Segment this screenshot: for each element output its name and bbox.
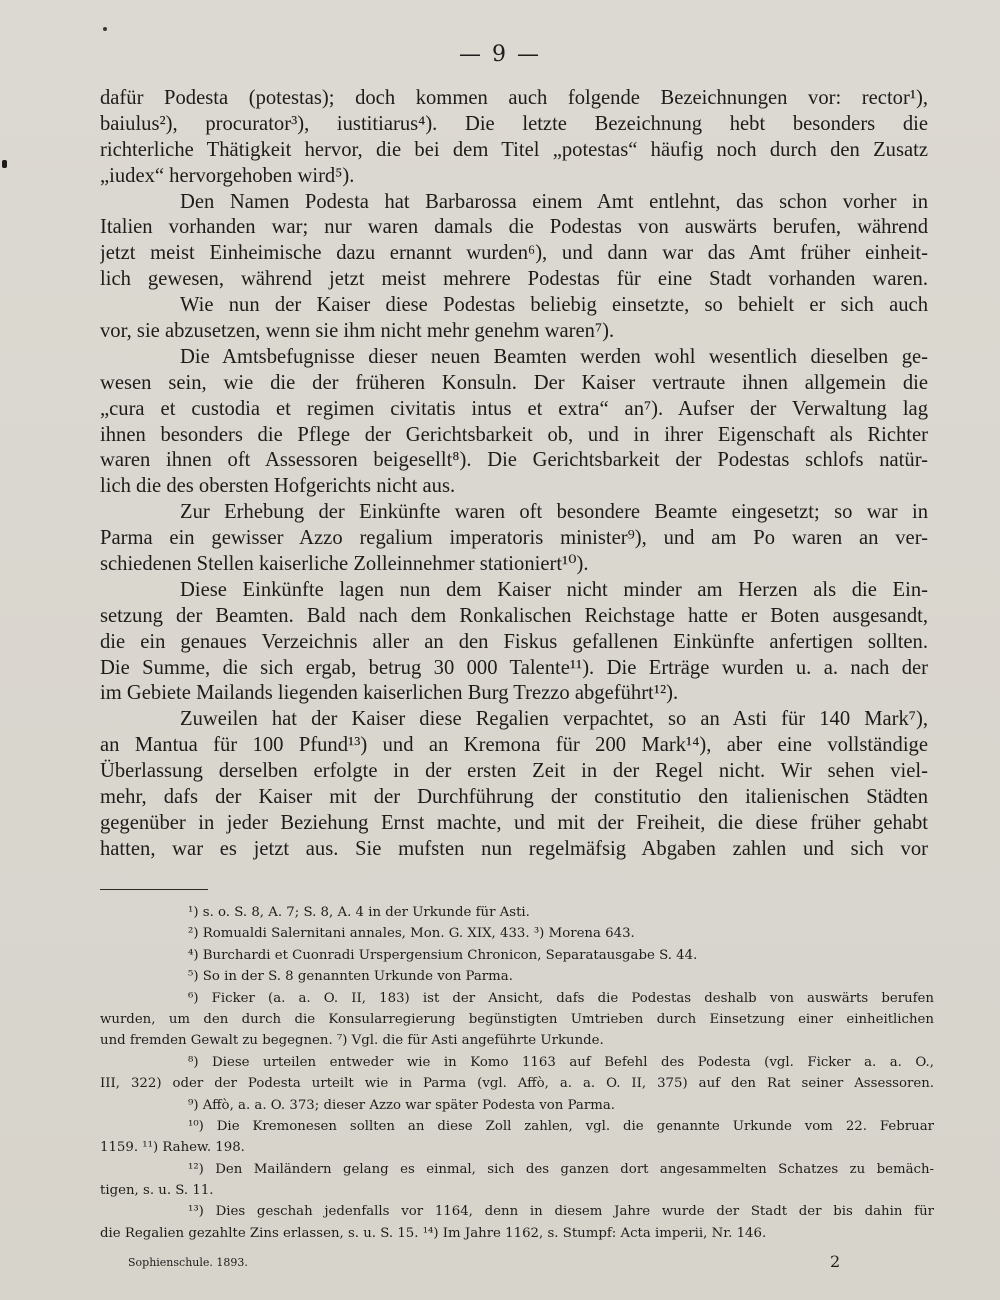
footnote: 1159. ¹¹) Rahew. 198. [100, 1140, 245, 1156]
signature-mark: 2 [830, 1252, 841, 1271]
text-line: die ein genaues Verzeichnis aller an den Fiskus gefallenen Einkünfte anfertigen sollten. [100, 630, 928, 653]
footnote: wurden, um den durch die Konsularregierung begünstigten Umtrieben durch Einsetzung einer einheitlichen [100, 1011, 934, 1027]
footnote: ⁹) Affò, a. a. O. 373; dieser Azzo war später Podesta von Parma. [188, 1097, 615, 1113]
text-line: Zuweilen hat der Kaiser diese Regalien verpachtet, so an Asti für 140 Mark⁷), [180, 708, 928, 731]
footer-imprint: Sophienschule. 1893. [128, 1256, 248, 1269]
text-line: jetzt meist Einheimische dazu ernannt wurden⁶), und dann war das Amt früher einheit- [100, 242, 928, 265]
text-line: lich gewesen, während jetzt meist mehrere Podestas für eine Stadt vorhanden waren. [100, 268, 928, 291]
text-line: Parma ein gewisser Azzo regalium imperatoris minister⁹), und am Po waren an ver- [100, 527, 928, 550]
text-line: gegenüber in jeder Beziehung Ernst machte, und mit der Freiheit, die diese früher gehabt [100, 811, 928, 834]
text-line: ihnen besonders die Pflege der Gerichtsbarkeit ob, und in ihrer Eigenschaft als Richter [100, 423, 928, 446]
footnote: tigen, s. u. S. 11. [100, 1183, 214, 1199]
text-line: vor, sie abzusetzen, wenn sie ihm nicht mehr genehm waren⁷). [100, 320, 615, 343]
text-line: im Gebiete Mailands liegenden kaiserlichen Burg Trezzo abgeführt¹²). [100, 682, 679, 705]
footnote: und fremden Gewalt zu begegnen. ⁷) Vgl. die für Asti angeführte Urkunde. [100, 1033, 604, 1049]
footnote: ¹⁰) Die Kremonesen sollten an diese Zoll zahlen, vgl. die genannte Urkunde vom 22. Februar [188, 1118, 934, 1134]
footnote: ²) Romualdi Salernitani annales, Mon. G. XIX, 433. ³) Morena 643. [188, 926, 635, 942]
main-text [100, 86, 928, 863]
footnote: III, 322) oder der Podesta urteilt wie in Parma (vgl. Affò, a. a. O. II, 375) auf den Rat seiner Assessoren. [100, 1076, 934, 1092]
footnote: ⁸) Diese urteilen entweder wie in Komo 1163 auf Befehl des Podesta (vgl. Ficker a. a. O., [188, 1054, 934, 1070]
text-line: schiedenen Stellen kaiserliche Zolleinnehmer stationiert¹⁰). [100, 553, 589, 576]
text-line: „iudex“ hervorgehoben wird⁵). [100, 164, 355, 187]
text-line: an Mantua für 100 Pfund¹³) und an Kremona für 200 Mark¹⁴), aber eine vollständige [100, 734, 928, 757]
footnote: ¹³) Dies geschah jedenfalls vor 1164, denn in diesem Jahre wurde der Stadt der bis dahin für [188, 1204, 934, 1220]
text-line: Zur Erhebung der Einkünfte waren oft besondere Beamte eingesetzt; so war in [180, 501, 928, 524]
text-line: richterliche Thätigkeit hervor, die bei dem Titel „potestas“ häufig noch durch den Zusatz [100, 138, 928, 161]
text-line: Wie nun der Kaiser diese Podestas beliebig einsetzte, so behielt er sich auch [180, 294, 928, 317]
footnote: ⁶) Ficker (a. a. O. II, 183) ist der Ansicht, dafs die Podestas deshalb von auswärts berufen [188, 990, 934, 1006]
text-line: hatten, war es jetzt aus. Sie mufsten nun regelmäfsig Abgaben zahlen und sich vor [100, 837, 928, 860]
text-line: dafür Podesta (potestas); doch kommen auch folgende Bezeichnungen vor: rector¹), [100, 87, 928, 109]
footnote: ¹) s. o. S. 8, A. 7; S. 8, A. 4 in der Urkunde für Asti. [188, 905, 530, 920]
footnote: ⁵) So in der S. 8 genannten Urkunde von Parma. [188, 969, 513, 985]
text-line: Den Namen Podesta hat Barbarossa einem Amt entlehnt, das schon vorher in [180, 190, 928, 213]
margin-mark [2, 160, 7, 168]
footnote: die Regalien gezahlte Zins erlassen, s. u. S. 15. ¹⁴) Im Jahre 1162, s. Stumpf: Acta imperii, Nr. 146. [100, 1225, 767, 1241]
text-line: wesen sein, wie die der früheren Konsuln. Der Kaiser vertraute ihnen allgemein die [100, 371, 928, 394]
text-line: „cura et custodia et regimen civitatis intus et extra“ an⁷). Aufser der Verwaltung lag [100, 397, 928, 420]
page-number: — 9 — [459, 42, 541, 67]
text-line: Überlassung derselben erfolgte in der ersten Zeit in der Regel nicht. Wir sehen viel- [100, 760, 928, 783]
footnote: ¹²) Den Mailändern gelang es einmal, sich des ganzen dort angesammelten Schatzes zu bemäch- [188, 1161, 934, 1177]
footnote-rule [100, 889, 208, 890]
text-line: mehr, dafs der Kaiser mit der Durchführung der constitutio den italienischen Städten [100, 786, 928, 809]
text-line: Diese Einkünfte lagen nun dem Kaiser nicht minder am Herzen als die Ein- [180, 578, 928, 601]
text-line: baiulus²), procurator³), iustitiarus⁴). Die letzte Bezeichnung hebt besonders die [100, 112, 928, 135]
text-line: waren ihnen oft Assessoren beigesellt⁸). Die Gerichtsbarkeit der Podestas schlofs natür- [100, 449, 928, 472]
ink-speck [103, 27, 107, 31]
text-line: Die Amtsbefugnisse dieser neuen Beamten werden wohl wesentlich dieselben ge- [180, 345, 928, 368]
footnote: ⁴) Burchardi et Cuonradi Urspergensium Chronicon, Separatausgabe S. 44. [188, 947, 698, 963]
text-line: Die Summe, die sich ergab, betrug 30 000 Talente¹¹). Die Erträge wurden u. a. nach der [100, 656, 928, 679]
text-line: lich die des obersten Hofgerichts nicht aus. [100, 475, 456, 498]
text-line: Italien vorhanden war; nur waren damals die Podestas von auswärts berufen, während [100, 216, 928, 239]
footnotes [100, 902, 934, 1244]
text-line: setzung der Beamten. Bald nach dem Ronkalischen Reichstage hatte er Boten ausgesandt, [100, 604, 928, 627]
